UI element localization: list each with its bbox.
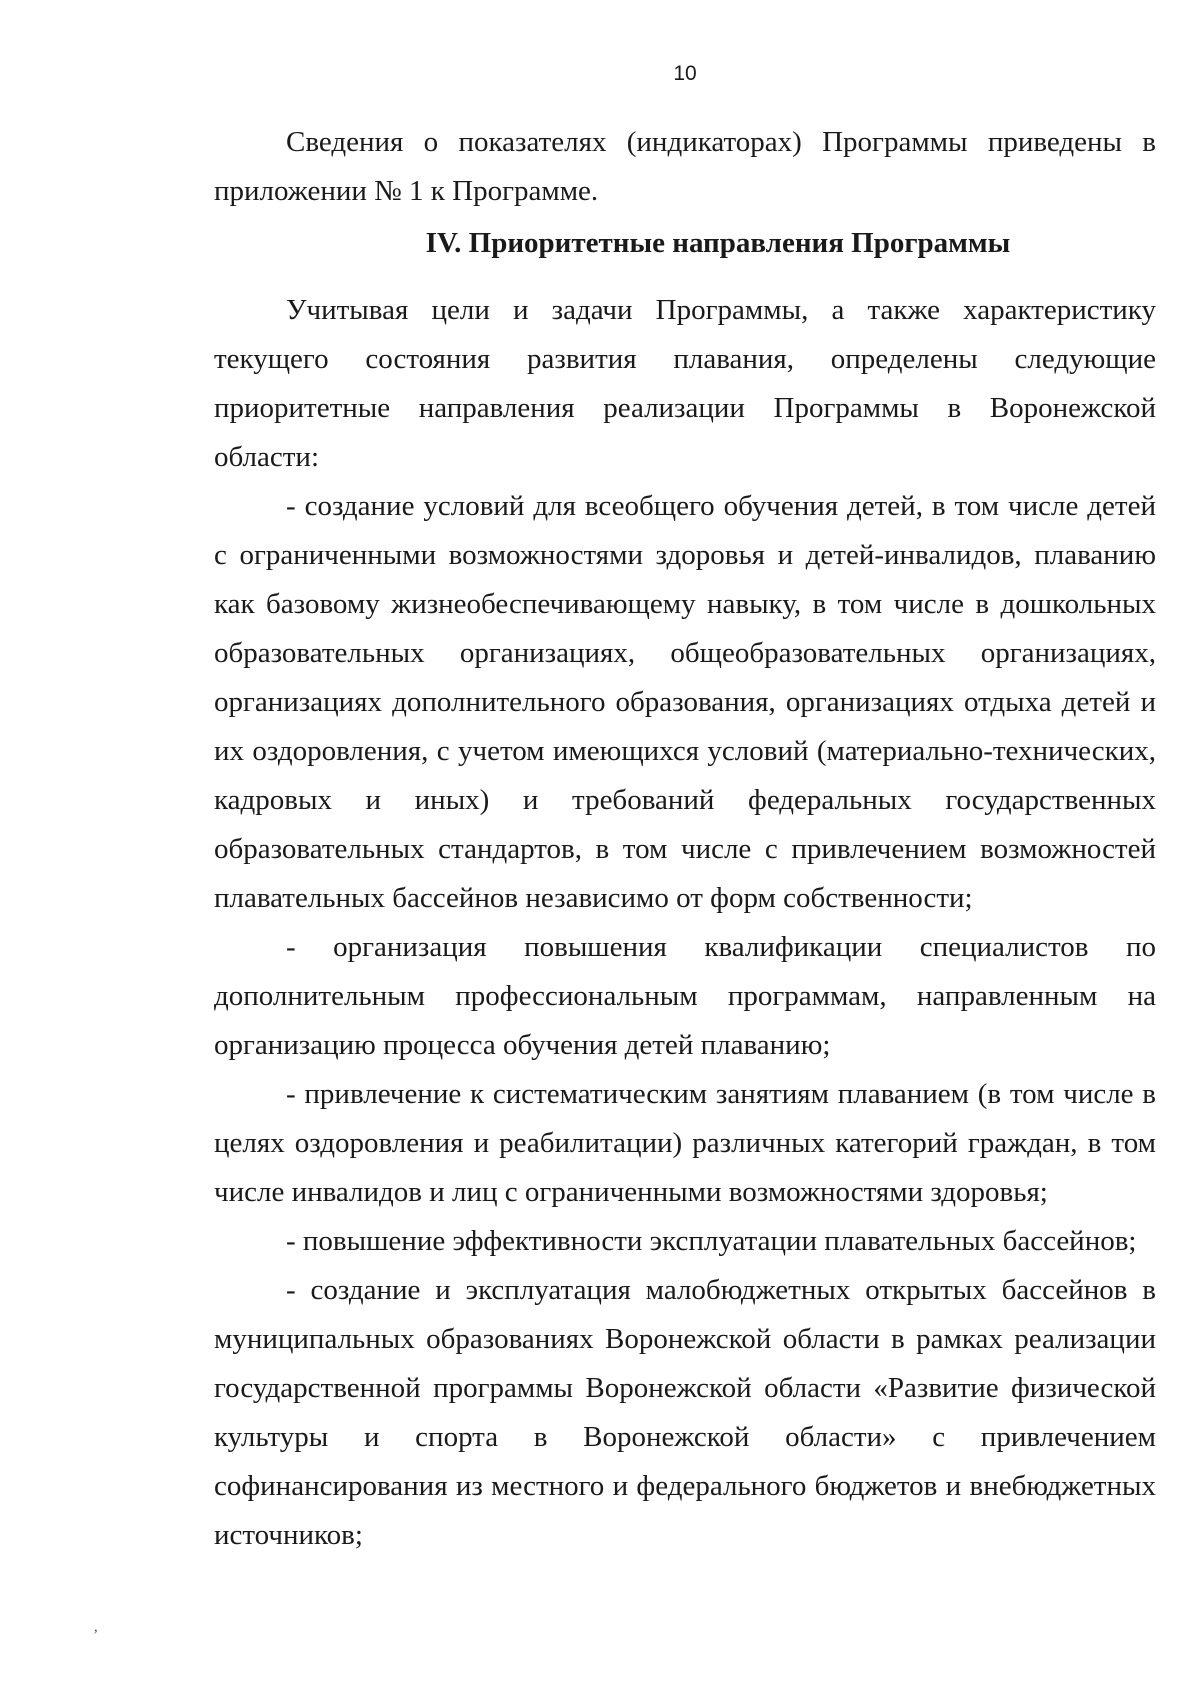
intro-paragraph: Сведения о показателях (индикаторах) Программы приведены в приложении № 1 к Программе. (214, 126, 1156, 207)
paragraph-item-universal-training: - создание условий для всеобщего обучения детей, в том числе детей с ограниченными возможностями здоровья и детей-инвалидов, плаванию как базовому жизнеобеспечивающему навыку, в том числе в дошкольных образовательных организациях, общеобразовательных организациях, организациях дополнительного образования, организациях отдыха детей и их оздоровления, с учетом имеющихся условий (материально-технических, кадровых и иных) и требований федеральных государственных образовательных стандартов, в том числе с привлечением возможностей плавательных бассейнов независимо от форм собственности; (214, 490, 1156, 914)
paragraph-priorities-intro: Учитывая цели и задачи Программы, а также характеристику текущего состояния развития плавания, определены следующие приоритетные направления реализации Программы в Воронежской области: (214, 294, 1156, 473)
paragraph-item-qualification: - организация повышения квалификации специалистов по дополнительным профессиональным программам, направленным на организацию процесса обучения детей плаванию; (214, 931, 1156, 1061)
section-heading: IV. Приоритетные направления Программы (425, 227, 1011, 259)
page-number: 10 (673, 62, 697, 85)
stray-mark: ‚ (93, 1618, 99, 1635)
document-body (214, 118, 1156, 1560)
paragraph-item-efficiency: - повышение эффективности эксплуатации плавательных бассейнов; (286, 1225, 1137, 1257)
paragraph-item-open-pools: - создание и эксплуатация малобюджетных открытых бассейнов в муниципальных образованиях Воронежской области в рамках реализации государственной программы Воронежской области «Развитие физической культуры и спорта в Воронежской области» с привлечением софинансирования из местного и федерального бюджетов и внебюджетных источников; (214, 1274, 1156, 1551)
paragraph-item-engagement: - привлечение к систематическим занятиям плаванием (в том числе в целях оздоровления и реабилитации) различных категорий граждан, в том числе инвалидов и лиц с ограниченными возможностями здоровья; (214, 1078, 1156, 1208)
